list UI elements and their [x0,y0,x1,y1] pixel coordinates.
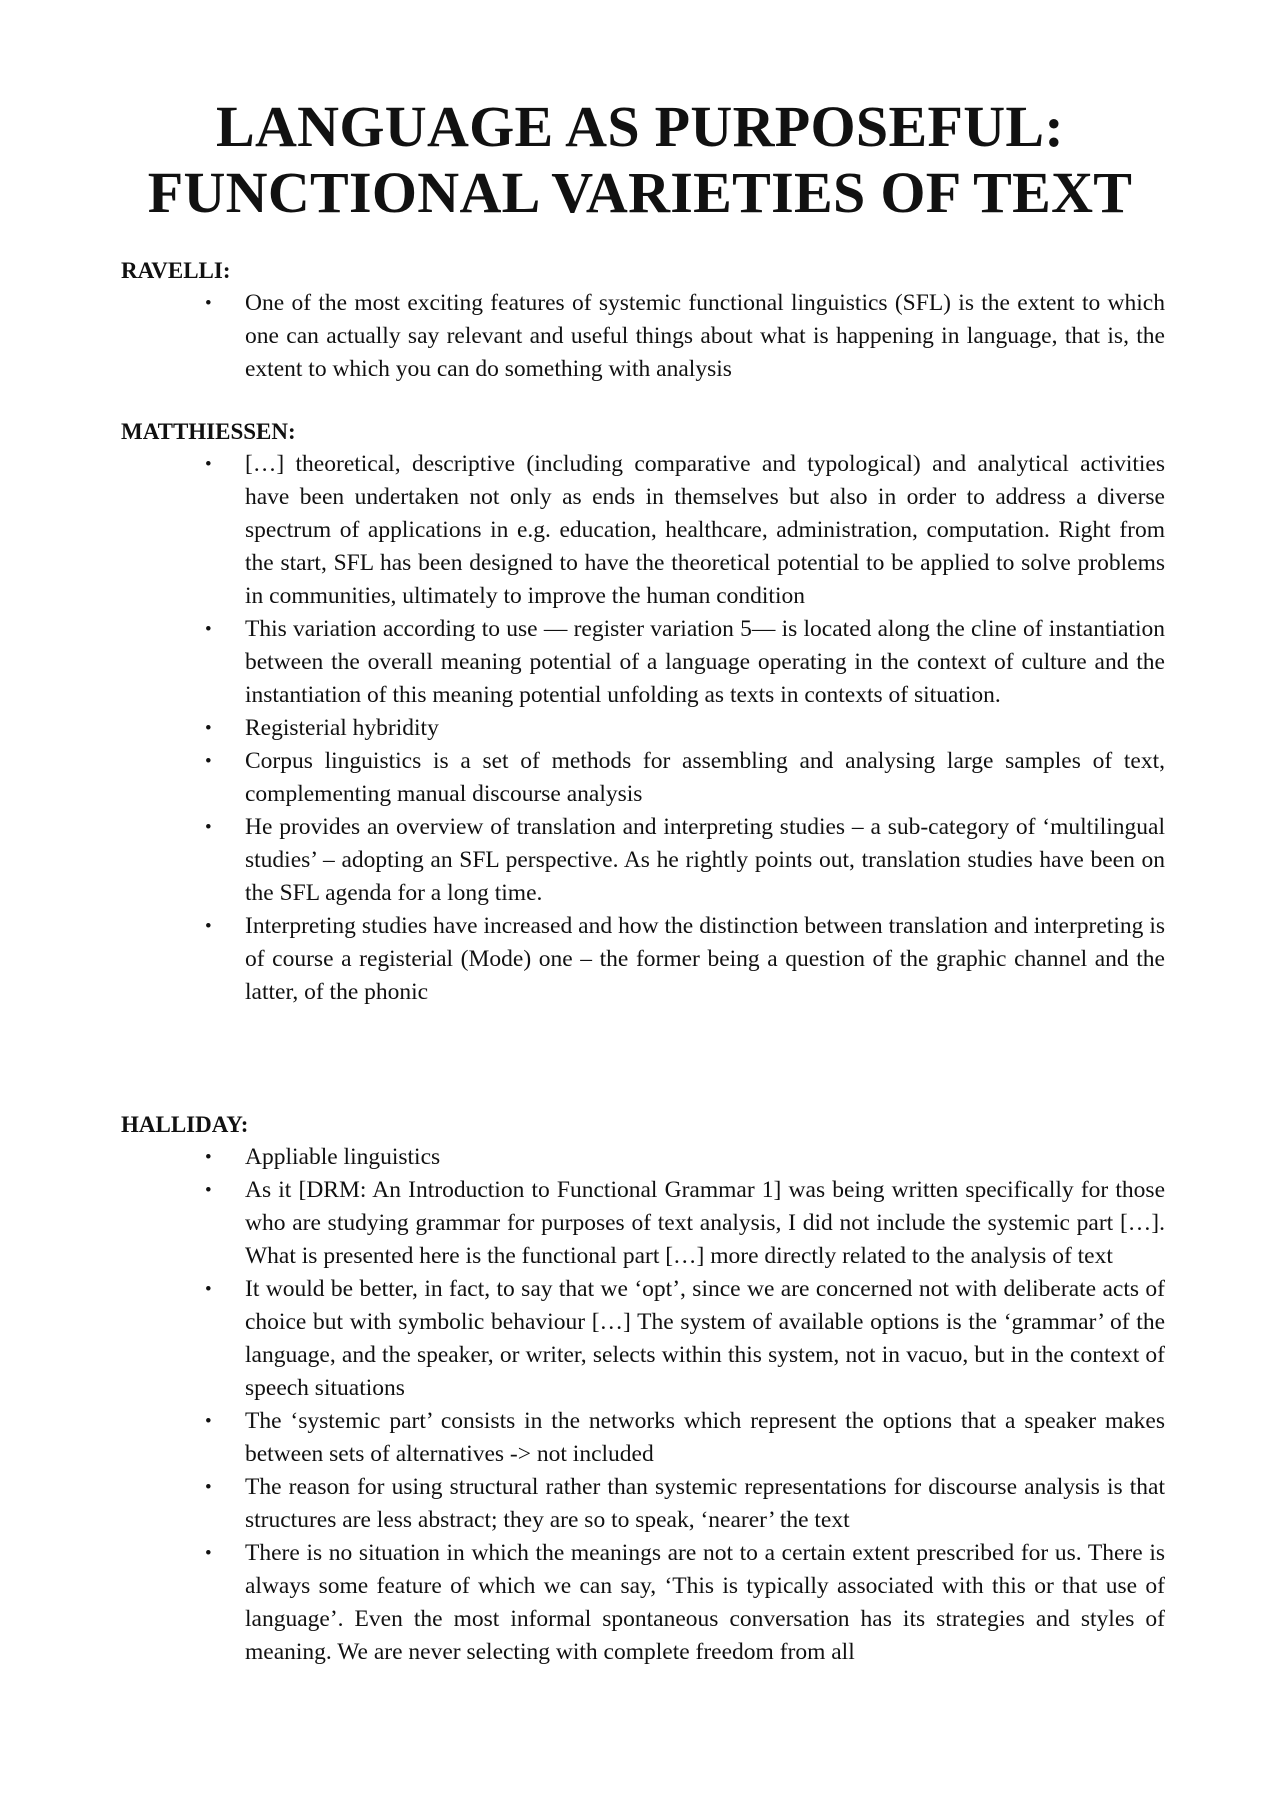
bullet-icon: • [205,751,212,772]
list-item-text: The ‘systemic part’ consists in the networks which represent the options that a speaker makes between sets of alternatives -> not included [245,1408,1165,1467]
bullet-icon: • [205,619,212,640]
list-item-text: Corpus linguistics is a set of methods for assembling and analysing large samples of text, complementing manual discourse analysis [245,748,1165,807]
list-item [205,1405,1165,1471]
bullet-icon: • [205,916,212,937]
list-item-text: Appliable linguistics [245,1144,441,1170]
list-item [205,811,1165,910]
list-item [205,1273,1165,1405]
list-item-text: There is no situation in which the meanings are not to a certain extent prescribed for us. There is always some feature of which we can say, ‘This is typically associated with this or that use of language’. Even the most informal spontaneous conversation has its strategies and styles of meaning. We are never selecting with complete freedom from all [245,1540,1165,1665]
list-item [205,1471,1165,1537]
list-item [205,1141,1165,1174]
section-heading: MATTHIESSEN: [121,419,296,444]
list-item-text: He provides an overview of translation and interpreting studies – a sub-category of ‘multilingual studies’ – adopting an SFL perspective. As he rightly points out, translation studies have been on the SFL agenda for a long time. [245,814,1165,906]
bullet-icon: • [205,1279,212,1300]
list-item [205,1537,1165,1669]
list-item [205,910,1165,1009]
bullet-list [121,1141,1165,1669]
list-item-text: This variation according to use — register variation 5— is located along the cline of instantiation between the overall meaning potential of a language operating in the context of culture and the instantiation of this meaning potential unfolding as texts in contexts of situation. [245,616,1165,708]
page-title [60,94,1220,226]
bullet-icon: • [205,817,212,838]
section-matthiessen [121,415,1165,1009]
section-heading: RAVELLI: [121,258,231,283]
list-item-text: Interpreting studies have increased and how the distinction between translation and interpreting is of course a registerial (Mode) one – the former being a question of the graphic channel and the latter, of the phonic [245,913,1165,1005]
bullet-icon: • [205,293,212,314]
bullet-icon: • [205,1411,212,1432]
bullet-icon: • [205,1147,212,1168]
title-line-1: LANGUAGE AS PURPOSEFUL: [216,94,1064,159]
bullet-icon: • [205,1477,212,1498]
list-item [205,745,1165,811]
list-item [205,712,1165,745]
list-item-text: […] theoretical, descriptive (including comparative and typological) and analytical activities have been undertaken not only as ends in themselves but also in order to address a diverse spectrum of applications in e.g. education, healthcare, administration, computation. Right from the start, SFL has been designed to have the theoretical potential to be applied to solve problems in communities, ultimately to improve the human condition [245,451,1165,609]
bullet-icon: • [205,718,212,739]
list-item-text: As it [DRM: An Introduction to Functional Grammar 1] was being written specifically for those who are studying grammar for purposes of text analysis, I did not include the systemic part […]. What is presented here is the functional part […] more directly related to the analysis of text [245,1177,1165,1269]
list-item [205,287,1165,386]
bullet-icon: • [205,454,212,475]
list-item [205,1174,1165,1273]
list-item-text: Registerial hybridity [245,715,439,741]
section-halliday [121,1108,1165,1669]
list-item [205,448,1165,613]
section-heading: HALLIDAY: [121,1112,249,1137]
bullet-icon: • [205,1180,212,1201]
list-item [205,613,1165,712]
bullet-list [121,448,1165,1009]
bullet-icon: • [205,1543,212,1564]
title-line-2: FUNCTIONAL VARIETIES OF TEXT [147,160,1133,225]
list-item-text: One of the most exciting features of systemic functional linguistics (SFL) is the extent to which one can actually say relevant and useful things about what is happening in language, that is, the extent to which you can do something with analysis [245,290,1165,382]
section-ravelli [121,254,1165,386]
bullet-list [121,287,1165,386]
list-item-text: The reason for using structural rather than systemic representations for discourse analysis is that structures are less abstract; they are so to speak, ‘nearer’ the text [245,1474,1165,1533]
list-item-text: It would be better, in fact, to say that we ‘opt’, since we are concerned not with deliberate acts of choice but with symbolic behaviour […] The system of available options is the ‘grammar’ of the language, and the speaker, or writer, selects within this system, not in vacuo, but in the context of speech situations [245,1276,1165,1401]
